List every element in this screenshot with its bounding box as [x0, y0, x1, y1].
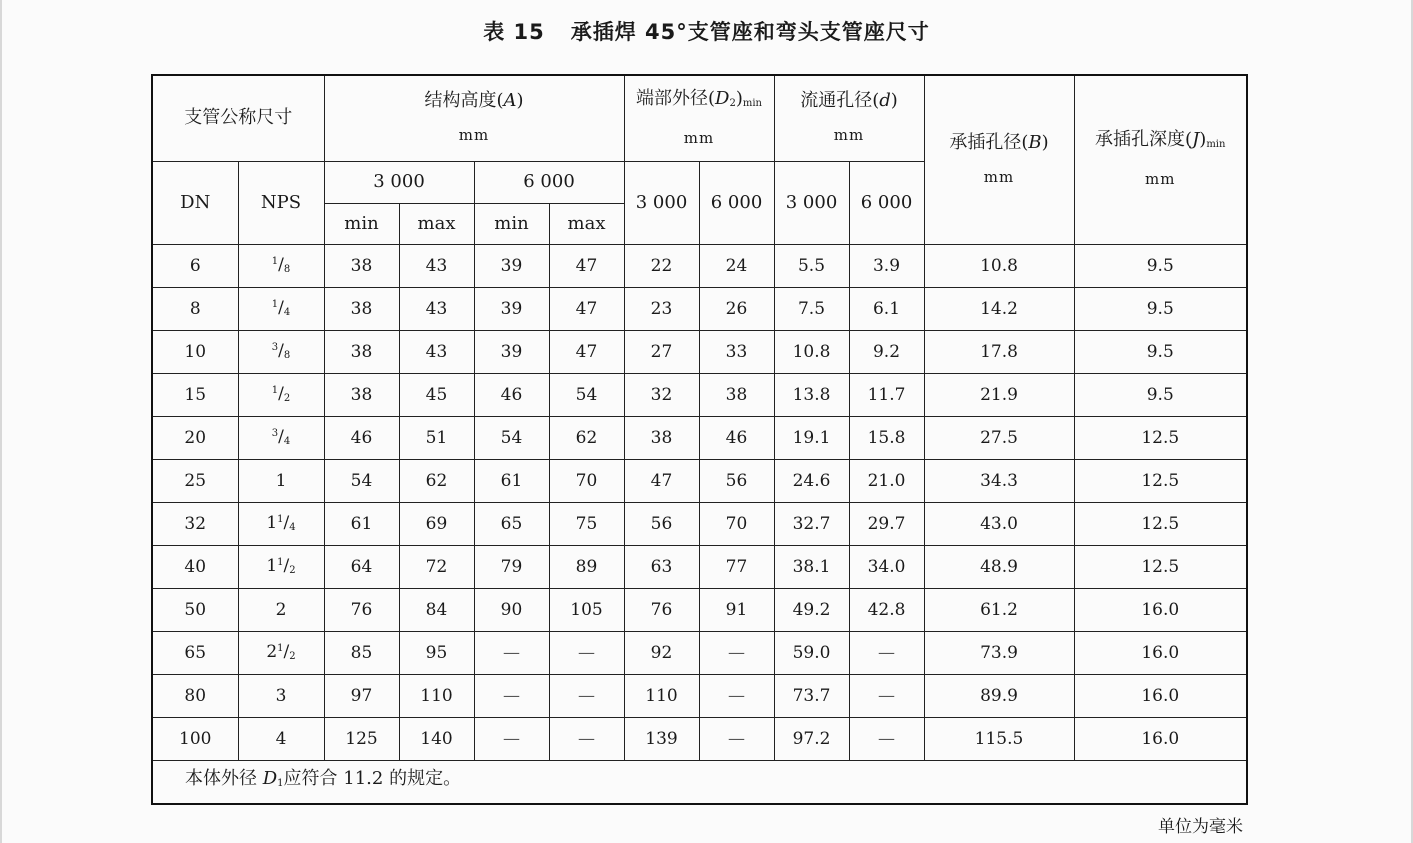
cell-d2-3000: 47 [624, 459, 699, 502]
cell-j: 16.0 [1074, 674, 1247, 717]
cell-dn: 32 [152, 502, 238, 545]
cell-d-6000: 11.7 [849, 373, 924, 416]
cell-b: 34.3 [924, 459, 1074, 502]
cell-d-6000: 34.0 [849, 545, 924, 588]
cell-d2-6000: 91 [699, 588, 774, 631]
cell-d-3000: 73.7 [774, 674, 849, 717]
header-end-outer-diameter: 端部外径$(D_2)_{min}$ mm [624, 75, 774, 161]
header-socket-depth: 承插孔深度$(J)_{min}$ mm [1074, 75, 1247, 244]
cell-a6-min: 39 [474, 330, 549, 373]
cell-a3-min: 64 [324, 545, 399, 588]
cell-a3-max: 72 [399, 545, 474, 588]
cell-d2-3000: 22 [624, 244, 699, 287]
cell-dn: 10 [152, 330, 238, 373]
header-nps: NPS [238, 161, 324, 244]
cell-d2-6000: 33 [699, 330, 774, 373]
units-caption: 单位为毫米 [1158, 817, 1243, 837]
cell-dn: 80 [152, 674, 238, 717]
cell-dn: 100 [152, 717, 238, 760]
table-row [152, 459, 1247, 502]
cell-d2-3000: 27 [624, 330, 699, 373]
cell-d-6000: 9.2 [849, 330, 924, 373]
table-row [152, 631, 1247, 674]
cell-a6-max: 47 [549, 330, 624, 373]
cell-nps: 2 [238, 588, 324, 631]
cell-a3-min: 125 [324, 717, 399, 760]
cell-d2-6000: 26 [699, 287, 774, 330]
cell-b: 14.2 [924, 287, 1074, 330]
cell-d2-3000: 110 [624, 674, 699, 717]
page-edge-left [0, 0, 2, 843]
cell-d-3000: 7.5 [774, 287, 849, 330]
cell-a3-max: 110 [399, 674, 474, 717]
cell-dn: 40 [152, 545, 238, 588]
cell-a3-max: 62 [399, 459, 474, 502]
cell-a6-max: 105 [549, 588, 624, 631]
cell-dn: 50 [152, 588, 238, 631]
cell-j: 9.5 [1074, 244, 1247, 287]
cell-d2-6000: 24 [699, 244, 774, 287]
cell-b: 48.9 [924, 545, 1074, 588]
cell-a6-max: 54 [549, 373, 624, 416]
cell-d-3000: 32.7 [774, 502, 849, 545]
table-row [152, 244, 1247, 287]
header-6000-max: max [549, 203, 624, 244]
cell-a3-min: 54 [324, 459, 399, 502]
cell-d-6000: 6.1 [849, 287, 924, 330]
cell-j: 12.5 [1074, 459, 1247, 502]
cell-dn: 65 [152, 631, 238, 674]
cell-d-6000: — [849, 674, 924, 717]
cell-a3-min: 38 [324, 330, 399, 373]
cell-d2-6000: 38 [699, 373, 774, 416]
cell-j: 9.5 [1074, 287, 1247, 330]
cell-d2-3000: 23 [624, 287, 699, 330]
cell-a3-min: 38 [324, 287, 399, 330]
cell-d-3000: 59.0 [774, 631, 849, 674]
cell-a3-max: 84 [399, 588, 474, 631]
cell-a6-min: 39 [474, 287, 549, 330]
cell-d-3000: 49.2 [774, 588, 849, 631]
cell-nps: $^3/_8$ [238, 330, 324, 373]
cell-d2-3000: 38 [624, 416, 699, 459]
cell-d2-3000: 32 [624, 373, 699, 416]
cell-d2-6000: — [699, 631, 774, 674]
header-od-class-3000: 3 000 [624, 161, 699, 244]
cell-d2-3000: 63 [624, 545, 699, 588]
table-title [0, 16, 1413, 48]
header-structure-height: 结构高度(A) mm [324, 75, 624, 161]
header-bore-class-3000: 3 000 [774, 161, 849, 244]
cell-b: 17.8 [924, 330, 1074, 373]
dimension-table [151, 74, 1248, 805]
cell-a3-min: 61 [324, 502, 399, 545]
table-row [152, 287, 1247, 330]
cell-b: 21.9 [924, 373, 1074, 416]
cell-j: 16.0 [1074, 717, 1247, 760]
cell-d-6000: — [849, 717, 924, 760]
cell-d-3000: 24.6 [774, 459, 849, 502]
cell-nps: 4 [238, 717, 324, 760]
cell-a3-max: 95 [399, 631, 474, 674]
header-3000-min: min [324, 203, 399, 244]
cell-b: 61.2 [924, 588, 1074, 631]
cell-d2-3000: 139 [624, 717, 699, 760]
table-row [152, 674, 1247, 717]
cell-a3-min: 85 [324, 631, 399, 674]
cell-a6-min: — [474, 631, 549, 674]
cell-d-6000: 3.9 [849, 244, 924, 287]
cell-a6-max: — [549, 674, 624, 717]
cell-a6-min: 65 [474, 502, 549, 545]
cell-d-6000: 21.0 [849, 459, 924, 502]
cell-d2-6000: 77 [699, 545, 774, 588]
cell-b: 89.9 [924, 674, 1074, 717]
cell-a3-max: 51 [399, 416, 474, 459]
header-bore-diameter: 流通孔径(d) mm [774, 75, 924, 161]
cell-a6-min: 46 [474, 373, 549, 416]
cell-a6-min: — [474, 717, 549, 760]
header-height-class-3000: 3 000 [324, 161, 474, 203]
cell-nps: $1^1/_4$ [238, 502, 324, 545]
cell-d2-6000: — [699, 674, 774, 717]
cell-d-6000: 42.8 [849, 588, 924, 631]
cell-d-3000: 38.1 [774, 545, 849, 588]
cell-d-6000: 15.8 [849, 416, 924, 459]
cell-nps: $^1/_8$ [238, 244, 324, 287]
header-od-class-6000: 6 000 [699, 161, 774, 244]
cell-a6-max: — [549, 717, 624, 760]
table-number: 表 15 [483, 20, 545, 44]
cell-a6-min: 54 [474, 416, 549, 459]
cell-a3-max: 45 [399, 373, 474, 416]
cell-nps: $1^1/_2$ [238, 545, 324, 588]
cell-nps: 1 [238, 459, 324, 502]
cell-a6-min: — [474, 674, 549, 717]
cell-dn: 6 [152, 244, 238, 287]
cell-a3-min: 38 [324, 373, 399, 416]
cell-nps: 3 [238, 674, 324, 717]
cell-a3-max: 43 [399, 287, 474, 330]
cell-nps: $2^1/_2$ [238, 631, 324, 674]
cell-a3-min: 76 [324, 588, 399, 631]
cell-j: 9.5 [1074, 373, 1247, 416]
cell-d2-6000: 46 [699, 416, 774, 459]
table-note-row [152, 760, 1247, 804]
cell-b: 43.0 [924, 502, 1074, 545]
cell-j: 12.5 [1074, 502, 1247, 545]
table-row [152, 416, 1247, 459]
cell-dn: 8 [152, 287, 238, 330]
cell-d-6000: 29.7 [849, 502, 924, 545]
cell-a3-max: 43 [399, 244, 474, 287]
cell-nps: $^1/_4$ [238, 287, 324, 330]
cell-nps: $^1/_2$ [238, 373, 324, 416]
cell-a6-max: 70 [549, 459, 624, 502]
cell-a3-max: 69 [399, 502, 474, 545]
cell-a6-max: 75 [549, 502, 624, 545]
header-6000-min: min [474, 203, 549, 244]
table-caption: 承插焊 45°支管座和弯头支管座尺寸 [570, 20, 930, 44]
cell-d-3000: 19.1 [774, 416, 849, 459]
cell-a6-min: 61 [474, 459, 549, 502]
cell-d-3000: 10.8 [774, 330, 849, 373]
cell-d2-6000: — [699, 717, 774, 760]
cell-j: 16.0 [1074, 631, 1247, 674]
cell-a6-max: 62 [549, 416, 624, 459]
cell-d-3000: 97.2 [774, 717, 849, 760]
cell-j: 12.5 [1074, 545, 1247, 588]
cell-a6-min: 90 [474, 588, 549, 631]
cell-d2-6000: 56 [699, 459, 774, 502]
cell-a6-max: 47 [549, 287, 624, 330]
table-row [152, 373, 1247, 416]
cell-b: 10.8 [924, 244, 1074, 287]
header-branch-size: 支管公称尺寸 [152, 75, 324, 161]
table-row [152, 502, 1247, 545]
table-note: 本体外径 $D_1$应符合 11.2 的规定。 [152, 760, 1247, 804]
cell-j: 12.5 [1074, 416, 1247, 459]
table-row [152, 545, 1247, 588]
cell-d2-3000: 92 [624, 631, 699, 674]
cell-a6-min: 79 [474, 545, 549, 588]
cell-j: 9.5 [1074, 330, 1247, 373]
cell-d-3000: 13.8 [774, 373, 849, 416]
cell-a6-max: — [549, 631, 624, 674]
cell-b: 115.5 [924, 717, 1074, 760]
cell-a3-min: 46 [324, 416, 399, 459]
header-3000-max: max [399, 203, 474, 244]
header-row-1 [152, 75, 1247, 161]
cell-a3-min: 38 [324, 244, 399, 287]
cell-a3-max: 43 [399, 330, 474, 373]
header-socket-bore: 承插孔径(B) mm [924, 75, 1074, 244]
cell-b: 27.5 [924, 416, 1074, 459]
cell-j: 16.0 [1074, 588, 1247, 631]
cell-a6-max: 89 [549, 545, 624, 588]
table-row [152, 717, 1247, 760]
cell-dn: 20 [152, 416, 238, 459]
cell-d-3000: 5.5 [774, 244, 849, 287]
cell-b: 73.9 [924, 631, 1074, 674]
cell-a3-min: 97 [324, 674, 399, 717]
cell-d-6000: — [849, 631, 924, 674]
cell-nps: $^3/_4$ [238, 416, 324, 459]
cell-a3-max: 140 [399, 717, 474, 760]
cell-a6-min: 39 [474, 244, 549, 287]
cell-d2-3000: 76 [624, 588, 699, 631]
table-row [152, 588, 1247, 631]
cell-dn: 15 [152, 373, 238, 416]
header-dn: DN [152, 161, 238, 244]
header-height-class-6000: 6 000 [474, 161, 624, 203]
cell-d2-3000: 56 [624, 502, 699, 545]
cell-d2-6000: 70 [699, 502, 774, 545]
cell-a6-max: 47 [549, 244, 624, 287]
header-bore-class-6000: 6 000 [849, 161, 924, 244]
cell-dn: 25 [152, 459, 238, 502]
table-row [152, 330, 1247, 373]
